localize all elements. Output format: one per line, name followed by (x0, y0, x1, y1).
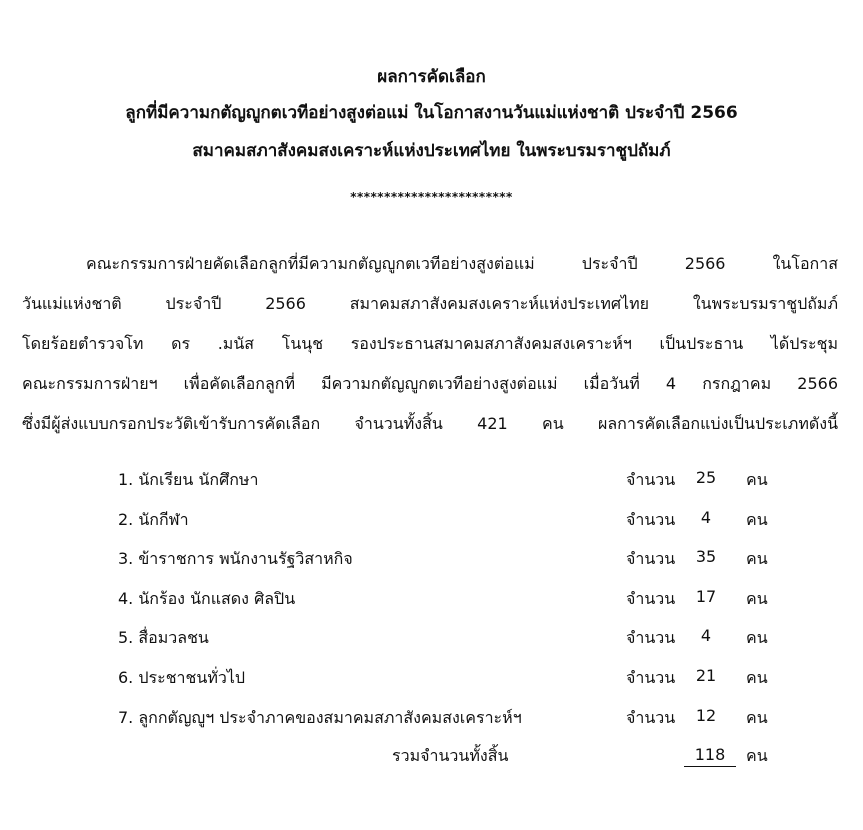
category-count: 4 (700, 508, 712, 527)
count-unit: คน (746, 628, 768, 647)
count-word: จำนวน (626, 708, 676, 727)
count-unit: คน (746, 708, 768, 727)
category-label: 6. ประชาชนทั่วไป (118, 668, 246, 687)
total-label: รวมจำนวนทั้งสิ้น (392, 746, 509, 765)
total-unit: คน (746, 746, 768, 765)
paragraph-line: โดยร้อยตำรวจโท ดร .มนัส โนนุช รองประธานสมาคมสภาสังคมสงเคราะห์ฯ เป็นประธาน ได้ประชุม (22, 334, 838, 353)
category-label: 4. นักร้อง นักแสดง ศิลปิน (118, 589, 296, 608)
count-unit: คน (746, 510, 768, 529)
count-word: จำนวน (626, 589, 676, 608)
category-label: 3. ข้าราชการ พนักงานรัฐวิสาหกิจ (118, 549, 353, 568)
category-row (118, 626, 818, 652)
category-label: 7. ลูกกตัญญูฯ ประจำภาคของสมาคมสภาสังคมสงเคราะห์ฯ (118, 708, 522, 727)
category-row (118, 547, 818, 573)
count-word: จำนวน (626, 510, 676, 529)
category-count: 25 (695, 468, 717, 487)
category-row (118, 468, 818, 494)
category-count: 35 (695, 547, 717, 566)
category-count: 21 (695, 666, 717, 685)
paragraph-line: คณะกรรมการฝ่ายฯ เพื่อคัดเลือกลูกที่ มีความกตัญญูกตเวทีอย่างสูงต่อแม่ เมื่อวันที่ 4 กรกฎาคม 2566 (22, 374, 838, 393)
paragraph-line: คณะกรรมการฝ่ายคัดเลือกลูกที่มีความกตัญญูกตเวทีอย่างสูงต่อแม่ ประจำปี 2566 ในโอกาส (86, 254, 838, 273)
total-count: 118 (684, 744, 736, 767)
separator-line: ************************ (350, 190, 513, 204)
category-label: 2. นักกีฬา (118, 510, 189, 529)
count-unit: คน (746, 589, 768, 608)
organization-name: สมาคมสภาสังคมสงเคราะห์แห่งประเทศไทย ในพระบรมราชูปถัมภ์ (192, 141, 671, 161)
total-row (0, 744, 863, 770)
count-unit: คน (746, 668, 768, 687)
count-word: จำนวน (626, 668, 676, 687)
category-label: 5. สื่อมวลชน (118, 628, 209, 647)
count-word: จำนวน (626, 470, 676, 489)
category-count: 4 (700, 626, 712, 645)
paragraph-line: ซึ่งมีผู้ส่งแบบกรอกประวัติเข้ารับการคัดเลือก จำนวนทั้งสิ้น 421 คน ผลการคัดเลือกแบ่งเป็นประเภทดังนี้ (22, 414, 838, 433)
document-title: ผลการคัดเลือก (377, 67, 486, 87)
category-row (118, 508, 818, 534)
category-row (118, 706, 818, 732)
category-count: 12 (695, 706, 717, 725)
category-count: 17 (695, 587, 717, 606)
count-unit: คน (746, 549, 768, 568)
category-row (118, 587, 818, 613)
count-unit: คน (746, 470, 768, 489)
category-row (118, 666, 818, 692)
document-subtitle: ลูกที่มีความกตัญญูกตเวทีอย่างสูงต่อแม่ ในโอกาสงานวันแม่แห่งชาติ ประจำปี 2566 (125, 103, 738, 123)
category-label: 1. นักเรียน นักศึกษา (118, 470, 259, 489)
count-word: จำนวน (626, 628, 676, 647)
paragraph-line: วันแม่แห่งชาติ ประจำปี 2566 สมาคมสภาสังคมสงเคราะห์แห่งประเทศไทย ในพระบรมราชูปถัมภ์ (22, 294, 838, 313)
count-word: จำนวน (626, 549, 676, 568)
